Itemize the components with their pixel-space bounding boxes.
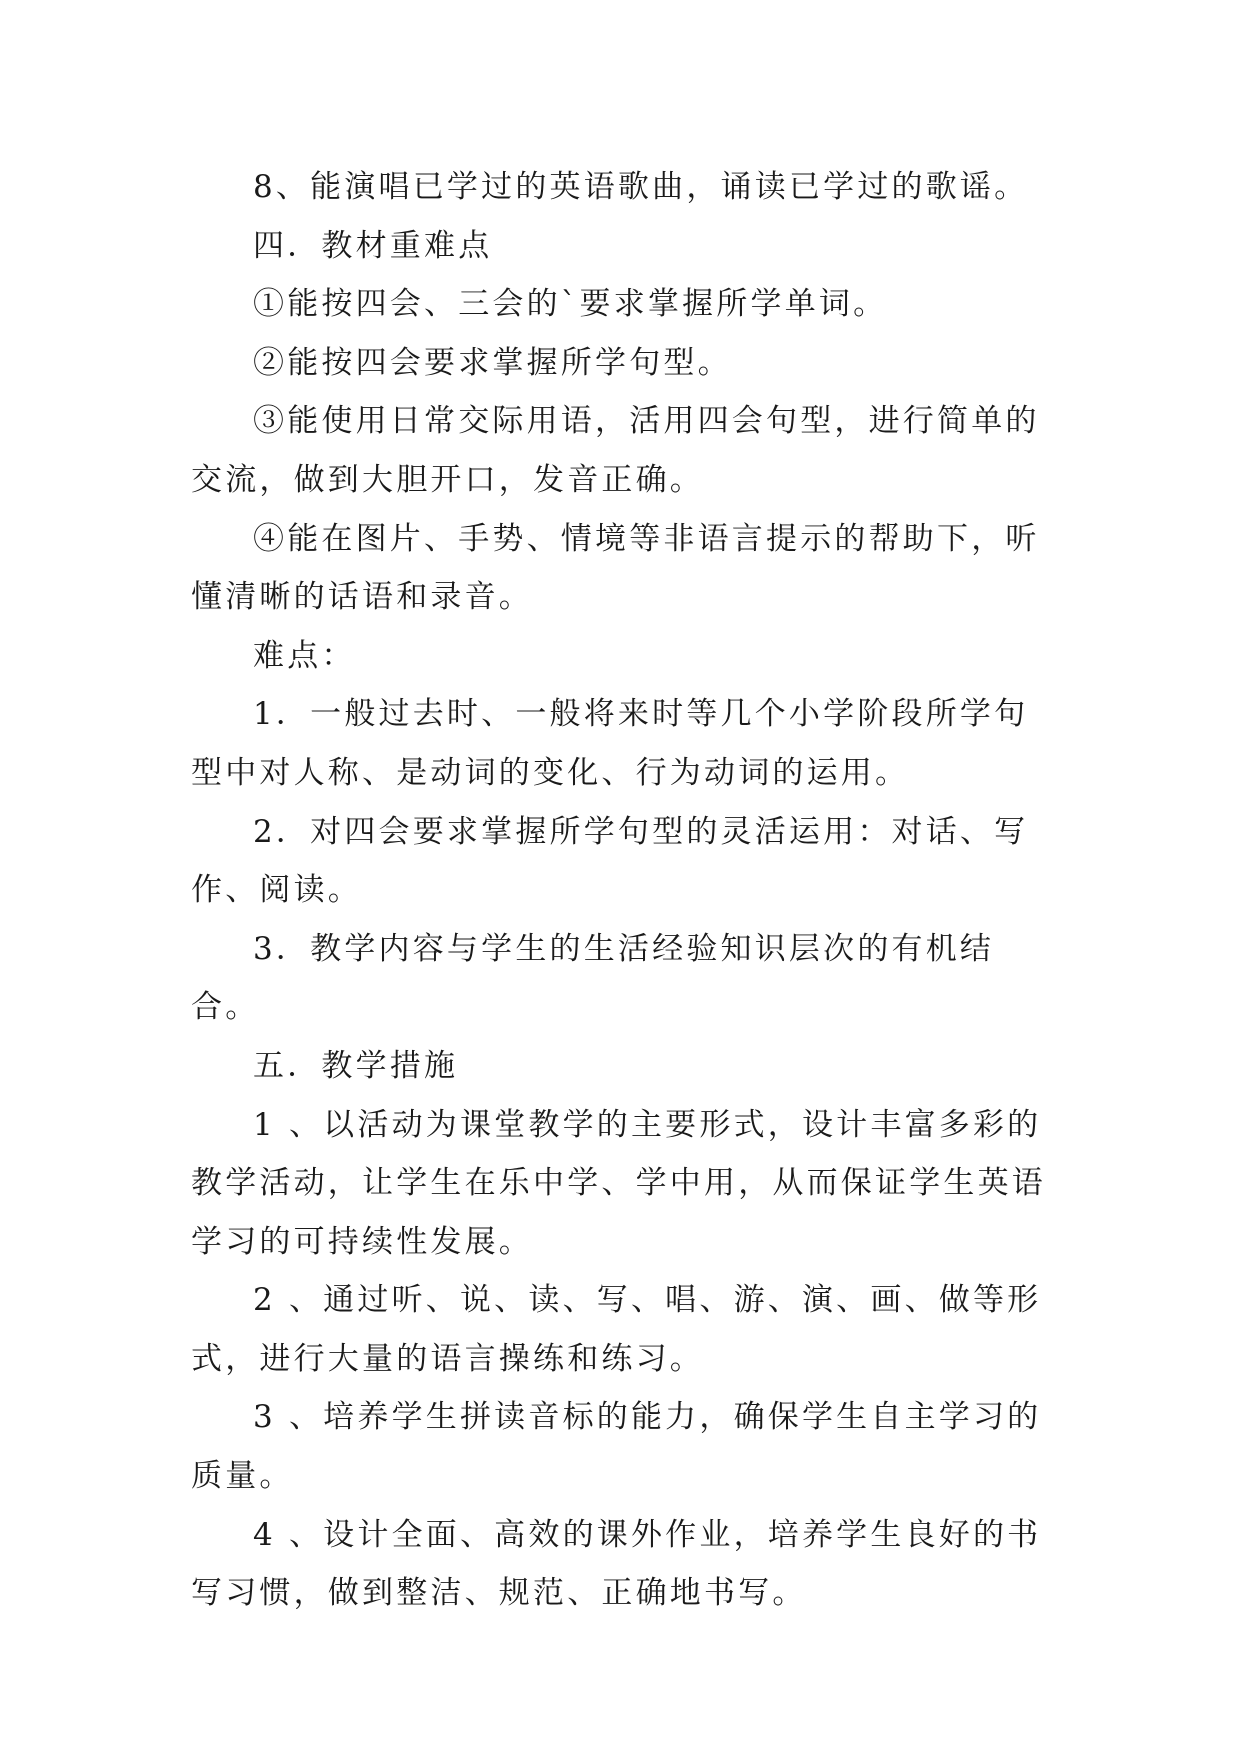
section-heading-key-difficulties: 四．教材重难点	[253, 227, 493, 264]
subheading-difficulties: 难点：	[253, 637, 356, 674]
measure-item-1: 1 、以活动为课堂教学的主要形式，设计丰富多彩的教学活动，让学生在乐中学、学中用，从而保证学生英语学习的可持续性发展。	[191, 1106, 1046, 1260]
difficulty-item-2: 2．对四会要求掌握所学句型的灵活运用：对话、写作、阅读。	[191, 813, 1029, 909]
difficulty-item-3: 3．教学内容与学生的生活经验知识层次的有机结合。	[191, 930, 995, 1026]
paragraph-point-2: ②能按四会要求掌握所学句型。	[253, 344, 732, 381]
paragraph-point-3: ③能使用日常交际用语，活用四会句型，进行简单的交流，做到大胆开口，发音正确。	[191, 403, 1040, 498]
paragraph-point-4: ④能在图片、手势、情境等非语言提示的帮助下，听懂清晰的话语和录音。	[191, 520, 1040, 616]
paragraph-point-1: ①能按四会、三会的`要求掌握所学单词。	[253, 286, 888, 323]
measure-item-4: 4 、设计全面、高效的课外作业，培养学生良好的书写习惯，做到整洁、规范、正确地书写。	[191, 1516, 1042, 1612]
difficulty-item-1: 1．一般过去时、一般将来时等几个小学阶段所学句型中对人称、是动词的变化、行为动词的运用。	[191, 696, 1029, 791]
section-heading-teaching-measures: 五．教学措施	[253, 1047, 459, 1084]
measure-item-3: 3 、培养学生拼读音标的能力，确保学生自主学习的质量。	[191, 1399, 1042, 1495]
measure-item-2: 2 、通过听、说、读、写、唱、游、演、画、做等形式，进行大量的语言操练和练习。	[191, 1282, 1042, 1377]
document-body	[191, 158, 1061, 1623]
paragraph-item-8: 8、能演唱已学过的英语歌曲，诵读已学过的歌谣。	[253, 169, 1029, 205]
